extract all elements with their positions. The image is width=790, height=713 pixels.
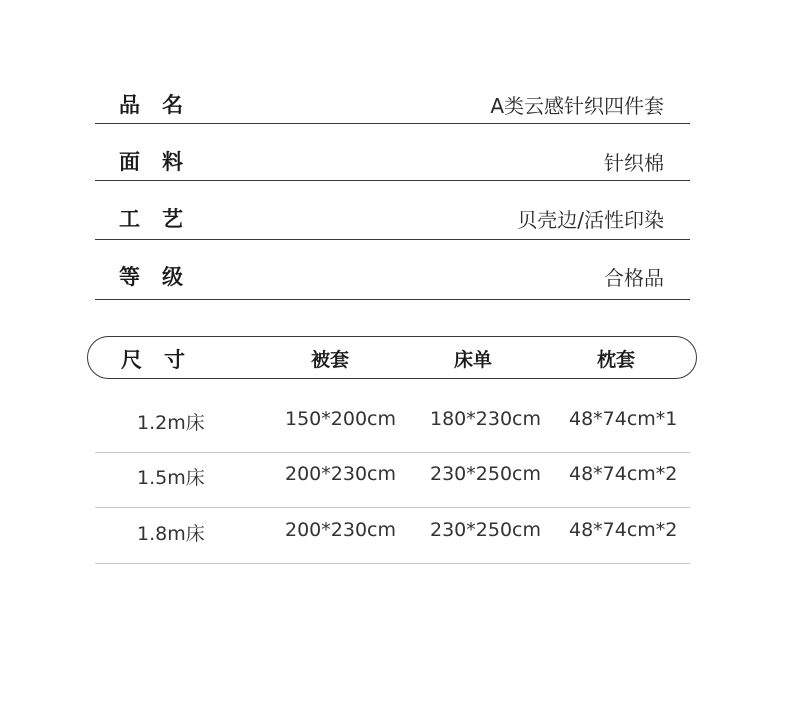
spec-row-fabric <box>95 146 690 181</box>
spec-label: 工艺 <box>119 207 205 231</box>
cell-duvet-cover: 200*230cm <box>285 519 396 541</box>
header-duvet-cover: 被套 <box>311 349 350 371</box>
table-row <box>95 507 690 564</box>
cell-bed-size: 1.5m床 <box>137 467 205 489</box>
spec-row-grade <box>95 261 690 300</box>
spec-label: 品名 <box>119 93 205 117</box>
spec-label: 等级 <box>119 265 205 289</box>
cell-duvet-cover: 200*230cm <box>285 463 396 485</box>
spec-value: 针织棉 <box>604 151 664 175</box>
spec-row-craft <box>95 203 690 240</box>
cell-pillowcase: 48*74cm*2 <box>569 463 678 485</box>
header-bed-sheet: 床单 <box>454 349 493 371</box>
header-size: 尺寸 <box>121 348 207 372</box>
table-row <box>95 396 690 453</box>
header-pillowcase: 枕套 <box>597 349 636 371</box>
spec-value: 贝壳边/活性印染 <box>517 208 664 232</box>
cell-duvet-cover: 150*200cm <box>285 408 396 430</box>
spec-row-name <box>95 89 690 124</box>
cell-pillowcase: 48*74cm*2 <box>569 519 678 541</box>
spec-value: A类云感针织四件套 <box>490 94 664 118</box>
cell-bed-sheet: 230*250cm <box>430 519 541 541</box>
cell-bed-sheet: 230*250cm <box>430 463 541 485</box>
cell-bed-size: 1.8m床 <box>137 523 205 545</box>
spec-label: 面料 <box>119 150 205 174</box>
table-row <box>95 451 690 508</box>
cell-bed-sheet: 180*230cm <box>430 408 541 430</box>
size-table-header <box>87 336 697 379</box>
spec-value: 合格品 <box>604 266 664 290</box>
cell-bed-size: 1.2m床 <box>137 412 205 434</box>
cell-pillowcase: 48*74cm*1 <box>569 408 678 430</box>
